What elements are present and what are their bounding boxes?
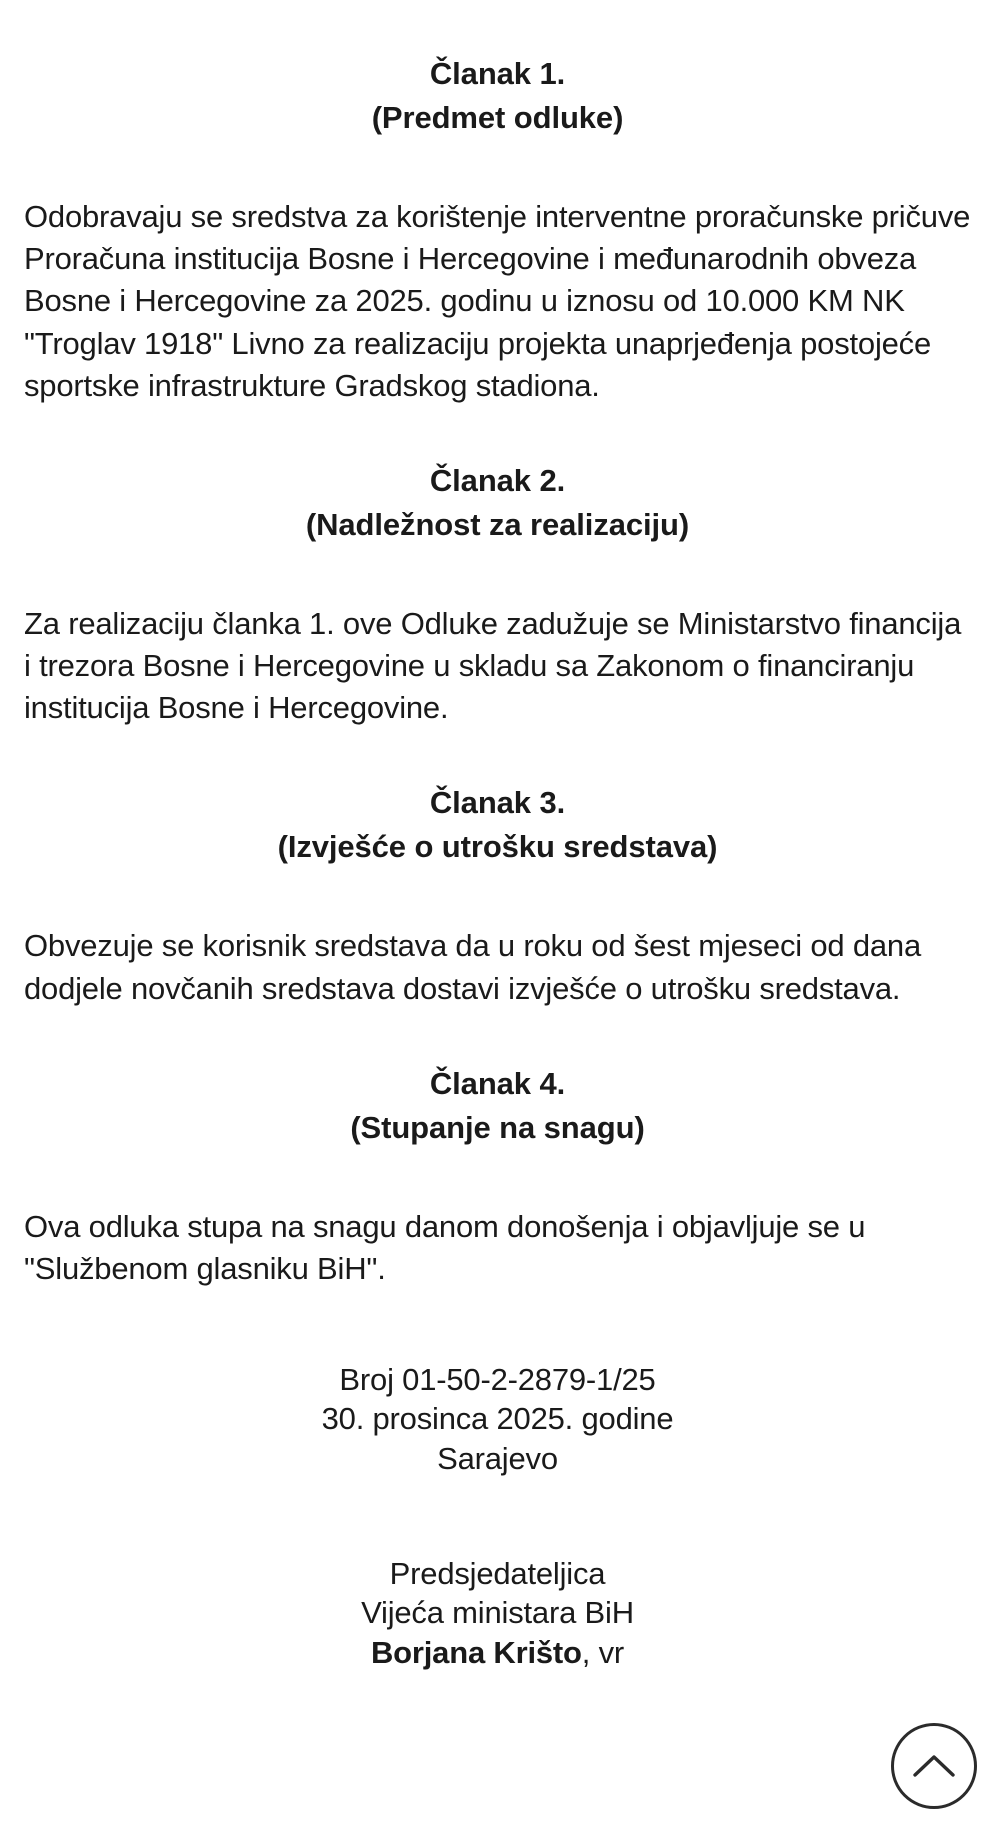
spacer [24,1290,971,1360]
spacer [24,407,971,459]
article-4-body: Ova odluka stupa na snagu danom donošenja i objavljuje se u "Službenom glasniku BiH". [24,1208,866,1286]
article-3-heading: Članak 3. [429,785,566,821]
article-3-body: Obvezuje se korisnik sredstava da u roku od šest mjeseci od dana dodjele novčanih sredstava dostavi izvješće o utrošku sredstava. [24,928,922,1006]
reference-number: Broj 01-50-2-2879-1/25 [339,1362,656,1397]
spacer [24,729,971,781]
article-3-subheading: (Izvješće o utrošku sredstava) [277,829,718,865]
signatory-name: Borjana Krišto [370,1634,582,1670]
signatory-title: Predsjedateljica [389,1556,606,1592]
spacer [24,869,971,925]
spacer [24,1478,971,1554]
article-1-body: Odobravaju se sredstva za korištenje interventne proračunske pričuve Proračuna institucija Bosne i Hercegovine i međunarodnih obveza Bosne i Hercegovine za 2025. godinu u iznosu od 10.000 KM NK "Troglav 1918" Livno za realizaciju projekta unaprjeđenja postojeće sportske infrastrukture Gradskog stadiona. [24,199,971,403]
article-1-subheading: (Predmet odluke) [371,100,624,136]
article-2-heading: Članak 2. [429,462,566,498]
scroll-to-top-button[interactable] [891,1723,977,1809]
document-date: 30. prosinca 2025. godine [321,1401,674,1437]
signatory-line [24,1633,971,1672]
spacer [24,1150,971,1206]
article-2-body: Za realizaciju članka 1. ove Odluke zadužuje se Ministarstvo financija i trezora Bosne i Hercegovine u skladu sa Zakonom o financiranju institucija Bosne i Hercegovine. [24,605,962,726]
article-4-heading: Članak 4. [429,1065,566,1101]
document-place: Sarajevo [437,1440,558,1476]
document-meta-block [24,1360,971,1478]
signatory-institution: Vijeća ministara BiH [361,1595,634,1631]
spacer [24,1010,971,1062]
chevron-up-icon [912,1751,956,1781]
signature-block [24,1554,971,1672]
signatory-suffix: , vr [581,1634,625,1670]
spacer [24,547,971,603]
article-4-subheading: (Stupanje na snagu) [350,1109,645,1145]
article-2-subheading: (Nadležnost za realizaciju) [305,506,690,542]
spacer [24,140,971,196]
article-1-heading: Članak 1. [429,56,566,91]
